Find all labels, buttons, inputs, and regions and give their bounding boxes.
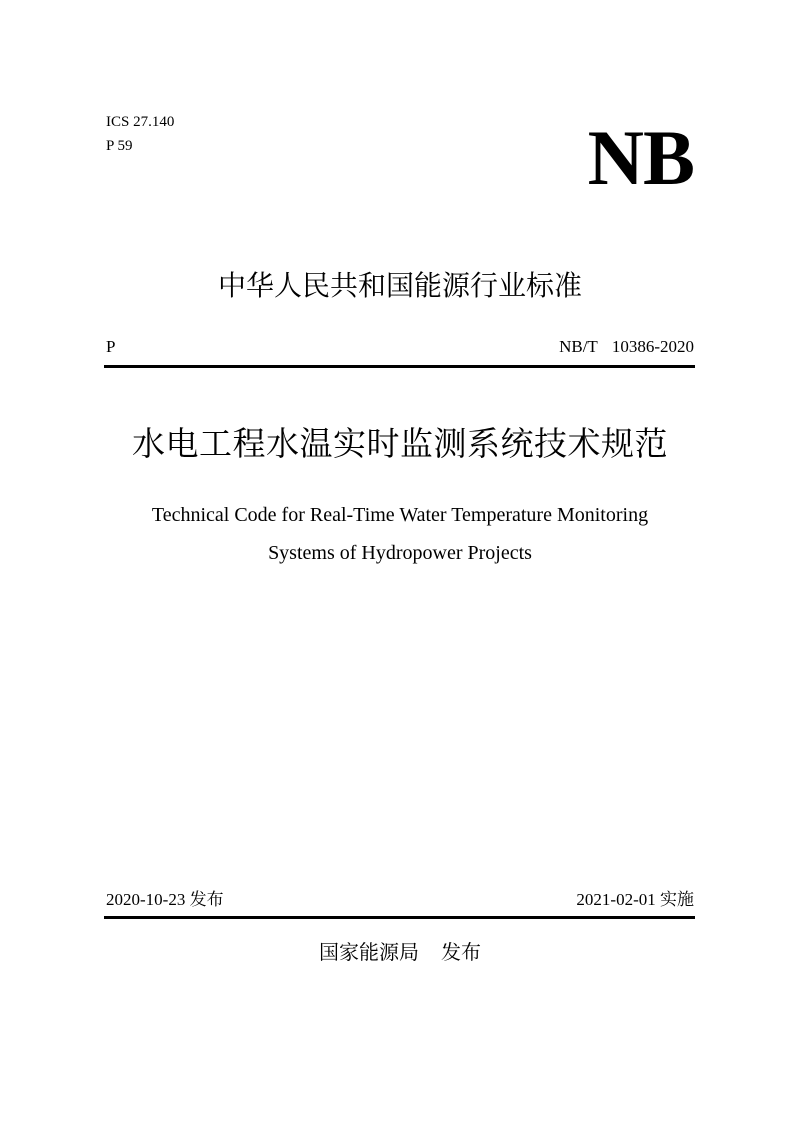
standard-code: 10386-2020 — [611, 337, 694, 356]
issuer-line — [0, 938, 800, 966]
issue-date: 2020-10-23 — [106, 890, 186, 909]
standard-number — [559, 336, 694, 358]
nb-logo: NB — [587, 114, 694, 201]
ics-code: ICS 27.140 — [106, 114, 175, 130]
english-title-line-2: Systems of Hydropower Projects — [268, 542, 532, 564]
effective-label: 实施 — [660, 890, 694, 910]
english-title-line-1: Technical Code for Real-Time Water Temperature Monitoring — [151, 504, 649, 526]
issue-label: 发布 — [189, 890, 224, 910]
top-divider — [104, 365, 695, 368]
category-code: P 59 — [106, 138, 133, 154]
chinese-title: 水电工程水温实时监测系统技术规范 — [132, 424, 668, 463]
effective-date-group — [576, 888, 694, 912]
issuer-name: 国家能源局 — [319, 940, 419, 964]
dates-row — [106, 888, 694, 912]
standard-number-row — [106, 336, 694, 358]
standard-prefix: NB/T — [559, 337, 598, 356]
english-title — [0, 496, 800, 572]
bottom-divider — [104, 916, 695, 919]
standard-category: P — [106, 337, 116, 356]
issuer-action: 发布 — [441, 940, 481, 964]
standard-type-heading: 中华人民共和国能源行业标准 — [217, 269, 582, 302]
classification-block — [106, 113, 174, 161]
effective-date: 2021-02-01 — [576, 890, 656, 909]
issue-date-group — [106, 888, 224, 912]
